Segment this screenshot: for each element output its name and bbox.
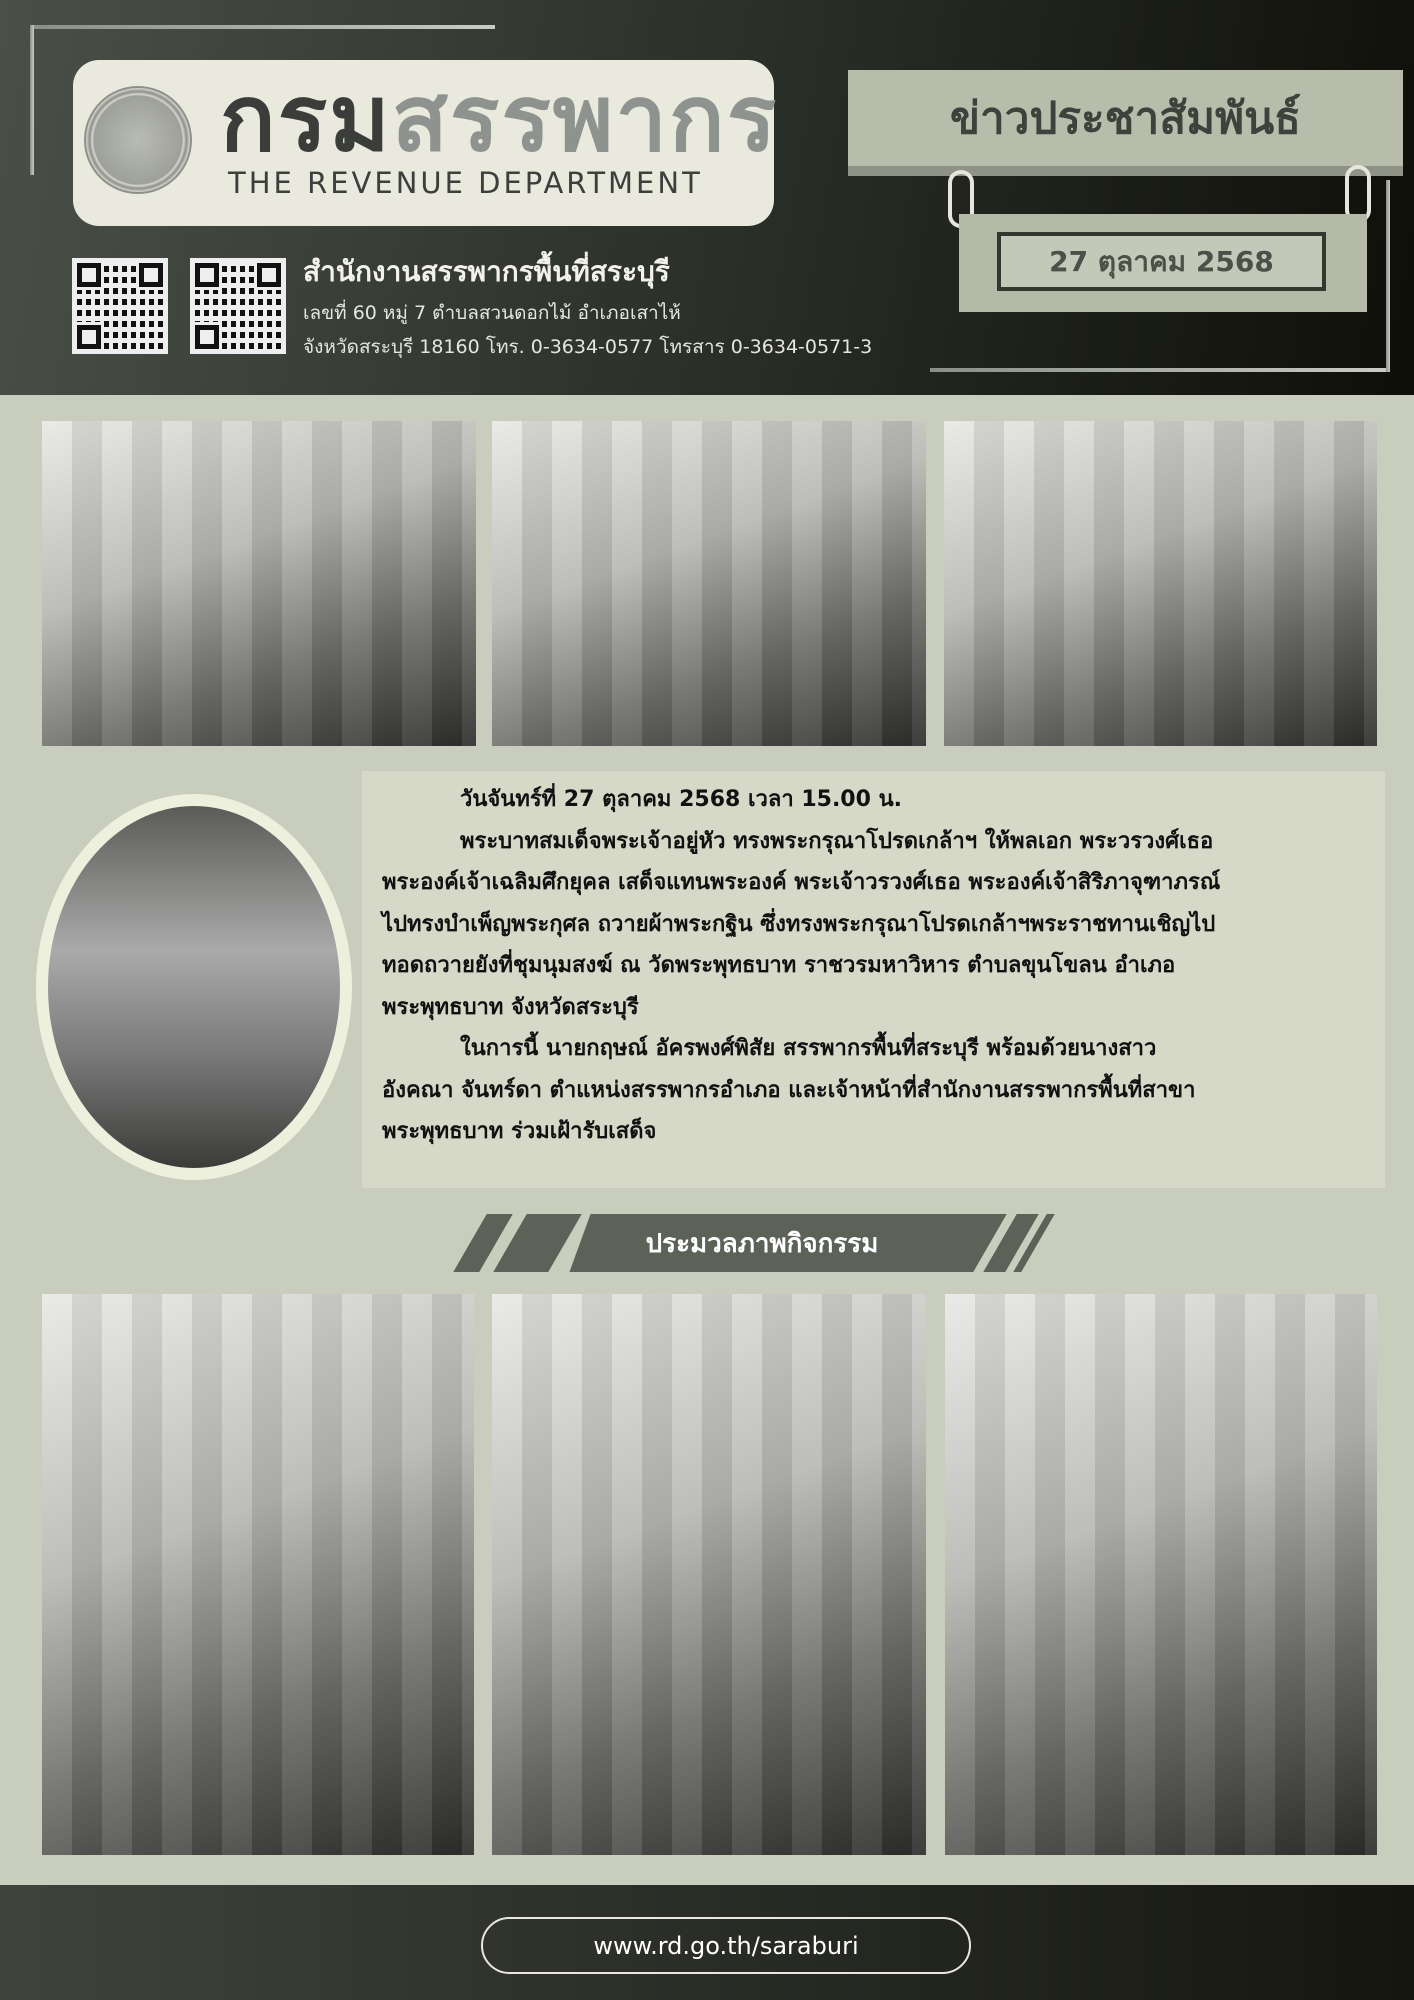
website-link[interactable]: www.rd.go.th/saraburi — [481, 1917, 971, 1974]
logo-thai-dark: กรม — [220, 65, 392, 172]
article-line: พระพุทธบาท จังหวัดสระบุรี — [382, 994, 639, 1020]
oval-portrait-photo — [36, 794, 352, 1180]
logo-english-text: THE REVENUE DEPARTMENT — [228, 166, 703, 200]
news-sign-title: ข่าวประชาสัมพันธ์ — [949, 93, 1302, 144]
frame-line — [930, 368, 1390, 372]
article-line: วันจันทร์ที่ 27 ตุลาคม 2568 เวลา 15.00 น. — [460, 787, 902, 812]
photo-officials-group — [944, 421, 1377, 746]
photo-temple-officials — [42, 1294, 474, 1855]
article-line: พระองค์เจ้าเฉลิมศึกยุคล เสด็จแทนพระองค์ พระเจ้าวรวงศ์เธอ พระองค์เจ้าสิริภาจุฑาภรณ์ — [382, 870, 1221, 895]
article-line: ไปทรงบำเพ็ญพระกุศล ถวายผ้าพระกฐิน ซึ่งทรงพระกรุณาโปรดเกล้าฯพระราชทานเชิญไป — [382, 911, 1216, 937]
gallery-title: ประมวลภาพกิจกรรม — [645, 1228, 879, 1259]
article-line: อังคณา จันทร์ดา ตำแหน่งสรรพากรอำเภอ และเจ้าหน้าที่สำนักงานสรรพากรพื้นที่สาขา — [382, 1077, 1196, 1103]
article-text — [362, 771, 1385, 1188]
date-label: 27 ตุลาคม 2568 — [997, 232, 1326, 291]
photo-volunteers-cleaning — [492, 1294, 926, 1855]
photo-volunteer-road — [945, 1294, 1377, 1855]
article-line: ในการนี้ นายกฤษณ์ อัครพงศ์พิสัย สรรพากรพื้นที่สระบุรี พร้อมด้วยนางสาว — [460, 1036, 1157, 1061]
website-qr-code[interactable] — [72, 258, 168, 354]
frame-line — [30, 25, 34, 175]
logo-thai-text — [220, 64, 778, 174]
logo-thai-light: สรรพากร — [391, 65, 779, 172]
photo-ceremony-hall — [492, 421, 926, 746]
address-line: เลขที่ 60 หมู่ 7 ตำบลสวนดอกไม้ อำเภอเสาไห้ — [303, 302, 681, 324]
article-line: พระพุทธบาท ร่วมเฝ้ารับเสด็จ — [382, 1119, 657, 1144]
frame-line — [30, 25, 495, 29]
article-line: พระบาทสมเด็จพระเจ้าอยู่หัว ทรงพระกรุณาโปรดเกล้าฯ ให้พลเอก พระวรวงศ์เธอ — [460, 828, 1214, 854]
facebook-qr-code[interactable] — [190, 258, 286, 354]
news-sign — [848, 70, 1403, 166]
photo-monks-offering — [42, 421, 476, 746]
contact-line: จังหวัดสระบุรี 18160 โทร. 0-3634-0577 โทรสาร 0-3634-0571-3 — [303, 336, 873, 358]
department-seal-icon — [84, 86, 192, 194]
article-line: ทอดถวายยังที่ชุมนุมสงฆ์ ณ วัดพระพุทธบาท ราชวรมหาวิหาร ตำบลขุนโขลน อำเภอ — [382, 953, 1176, 978]
frame-line — [1386, 180, 1390, 372]
office-name: สำนักงานสรรพากรพื้นที่สระบุรี — [303, 255, 670, 288]
